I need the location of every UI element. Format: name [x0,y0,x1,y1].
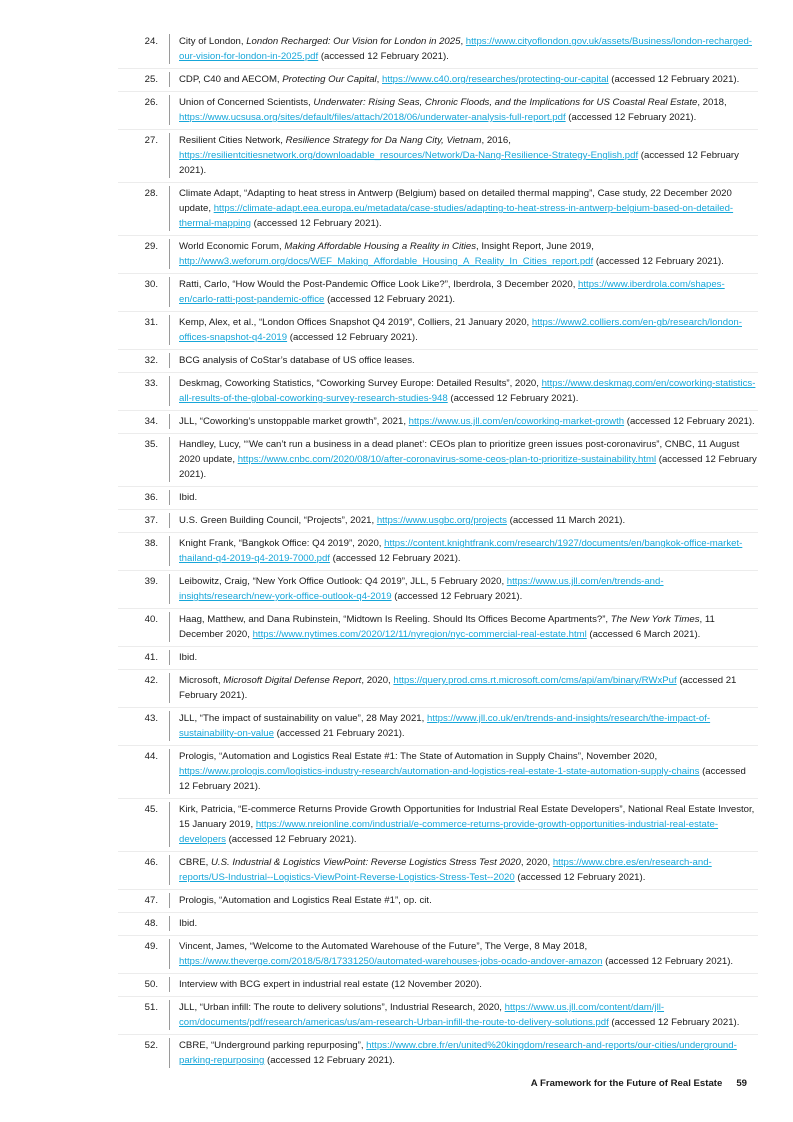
endnote-text [170,490,758,505]
endnote-segment: JLL, “Coworking’s unstoppable market growth”, 2021, [179,416,409,427]
endnote-segment: (accessed 12 February 2021). [608,74,740,85]
endnote-link[interactable]: https://www2.colliers.com/en-gb/research/london-offices-snapshot-q4-2019 [179,317,742,343]
endnote-item [118,977,758,997]
endnote-link[interactable]: https://www.us.jll.com/en/coworking-market-growth [408,416,625,427]
endnote-segment: (accessed 12 February 2021). [179,454,757,480]
endnote-segment: (accessed 12 February 2021). [329,553,461,564]
endnote-text [170,802,758,847]
endnote-text [170,749,758,794]
endnote-item [118,72,758,92]
endnote-item [118,612,758,647]
endnote-text [170,376,758,406]
endnote-title: Microsoft Digital Defense Report [223,675,362,686]
endnote-segment: , Insight Report, June 2019, [476,241,594,252]
endnote-number: 37. [118,513,170,528]
endnote-segment: Knight Frank, “Bangkok Office: Q4 2019”, 2020, [179,538,385,549]
endnote-number: 43. [118,711,170,741]
endnote-link[interactable]: https://www.cityoflondon.gov.uk/assets/Business/london-recharged-our-vision-for-london-in-2025.pdf [179,36,752,62]
endnote-segment: , [376,74,383,85]
endnote-item [118,802,758,852]
endnote-segment: (accessed 12 February 2021). [391,591,523,602]
endnote-link[interactable]: http://www3.weforum.org/docs/WEF_Making_Affordable_Housing_A_Reality_In_Cities_report.pdf [179,256,594,267]
endnote-segment: CDP, C40 and AECOM, [179,74,283,85]
endnote-number: 50. [118,977,170,992]
endnote-segment: (accessed 12 February 2021). [624,416,755,427]
endnote-title: Resilience Strategy for Da Nang City, Vietnam [285,135,482,146]
endnote-item [118,414,758,434]
endnote-number: 38. [118,536,170,566]
endnote-title: Protecting Our Capital [282,74,377,85]
endnote-number: 52. [118,1038,170,1068]
endnote-number: 49. [118,939,170,969]
endnote-segment: (accessed 12 February 2021). [179,150,739,176]
endnote-item [118,574,758,609]
endnote-text [170,574,758,604]
endnote-number: 32. [118,353,170,368]
endnote-segment: Leibowitz, Craig, “New York Office Outlook: Q4 2019”, JLL, 5 February 2020, [179,576,507,587]
endnote-segment: , 2020, [361,675,394,686]
endnote-segment: (accessed 12 February 2021). [179,766,746,792]
endnote-text [170,95,758,125]
endnote-segment: Ibid. [179,918,198,929]
endnote-text [170,513,758,528]
endnote-title: U.S. Industrial & Logistics ViewPoint: Reverse Logistics Stress Test 2020 [211,857,521,868]
endnote-text [170,673,758,703]
endnote-segment: (accessed 12 February 2021). [287,332,418,343]
endnote-segment: (accessed 12 February 2021). [514,872,646,883]
endnote-segment: (accessed 12 February 2021). [602,956,734,967]
endnote-link[interactable]: https://climate-adapt.eea.europa.eu/metadata/case-studies/adapting-to-heat-stress-in-antwerp-belgium-based-on-detailed-thermal-mapping [179,203,734,229]
endnote-segment: , 2016, [481,135,511,146]
endnote-segment: (accessed 21 February 2021). [179,675,737,701]
endnote-item [118,437,758,487]
endnote-text [170,239,758,269]
endnote-item [118,186,758,236]
endnote-link[interactable]: https://content.knightfrank.com/research/1927/documents/en/bangkok-office-market-thailand-q4-2019-q4-2019-7000.pdf [179,538,743,564]
endnote-segment: Haag, Matthew, and Dana Rubinstein, “Midtown Is Reeling. Should Its Offices Become Apartments?”, [179,614,611,625]
endnote-segment: Interview with BCG expert in industrial real estate (12 November 2020). [179,979,482,990]
endnote-segment: CBRE, [179,857,211,868]
endnote-segment: (accessed 12 February 2021). [447,393,579,404]
page-number: 59 [736,1078,747,1089]
endnote-link[interactable]: https://www.nreionline.com/industrial/e-commerce-returns-provide-growth-opportunities-industrial-real-estate-developers [179,819,719,845]
endnote-item [118,239,758,274]
endnote-segment: Microsoft, [179,675,224,686]
endnote-segment: Ratti, Carlo, “How Would the Post-Pandemic Office Look Like?”, Iberdrola, 3 December 2020, [179,279,579,290]
endnote-number: 46. [118,855,170,885]
endnote-item [118,353,758,373]
endnote-item [118,749,758,799]
endnote-text [170,939,758,969]
endnote-link[interactable]: https://www.nytimes.com/2020/12/11/nyregion/nyc-commercial-real-estate.html [252,629,587,640]
endnote-link[interactable]: https://resilientcitiesnetwork.org/downloadable_resources/Network/Da-Nang-Resilience-Strategy-English.pdf [179,150,639,161]
endnote-text [170,893,758,908]
endnote-link[interactable]: https://www.deskmag.com/en/coworking-statistics-all-results-of-the-global-coworking-survey-research-studies-948 [179,378,756,404]
endnote-number: 41. [118,650,170,665]
endnote-number: 28. [118,186,170,231]
endnote-text [170,1000,758,1030]
endnote-text [170,536,758,566]
endnote-number: 35. [118,437,170,482]
endnote-number: 48. [118,916,170,931]
endnote-segment: World Economic Forum, [179,241,285,252]
endnote-text [170,1038,758,1068]
endnote-segment: Resilient Cities Network, [179,135,286,146]
endnote-link[interactable]: https://www.theverge.com/2018/5/8/17331250/automated-warehouses-jobs-ocado-andover-amazon [179,956,603,967]
endnote-number: 39. [118,574,170,604]
endnote-number: 30. [118,277,170,307]
endnote-number: 31. [118,315,170,345]
endnote-segment: (accessed 12 February 2021). [593,256,724,267]
endnote-text [170,34,758,64]
endnote-segment: (accessed 12 February 2021). [324,294,456,305]
endnote-number: 36. [118,490,170,505]
endnote-segment: Prologis, “Automation and Logistics Real Estate #1: The State of Automation in Supply Chains”, November 2020, [179,751,658,762]
endnote-segment: U.S. Green Building Council, “Projects”, 2021, [179,515,377,526]
endnote-link[interactable]: https://www.usgbc.org/projects [376,515,507,526]
footer-title: A Framework for the Future of Real Estate [530,1078,723,1089]
endnote-segment: , [460,36,466,47]
endnote-segment: Ibid. [179,652,198,663]
endnote-number: 33. [118,376,170,406]
endnote-link[interactable]: https://www.cnbc.com/2020/08/10/after-coronavirus-some-ceos-plan-to-prioritize-sustainability.html [237,454,657,465]
endnote-segment: (accessed 11 March 2021). [506,515,626,526]
endnote-segment: (accessed 12 February 2021). [225,834,357,845]
endnote-number: 27. [118,133,170,178]
endnote-segment: Climate Adapt, “Adapting to heat stress in Antwerp (Belgium) based on detailed thermal mapping”, Case study, 22 December 2020 update, [179,188,732,214]
endnote-item [118,650,758,670]
endnote-text [170,437,758,482]
endnote-link[interactable]: https://www.iberdrola.com/shapes-en/carlo-ratti-post-pandemic-office [179,279,725,305]
endnote-item [118,536,758,571]
endnote-item [118,133,758,183]
endnote-item [118,855,758,890]
endnote-link[interactable]: https://www.cbre.es/en/research-and-reports/US-Industrial--Logistics-ViewPoint-Reverse-Logistics-Stress-Test--2020 [179,857,712,883]
endnote-title: Underwater: Rising Seas, Chronic Floods, and the Implications for US Coastal Real Estate [313,97,698,108]
endnote-item [118,1000,758,1035]
endnote-number: 25. [118,72,170,87]
endnote-segment: City of London, [179,36,247,47]
endnote-item [118,513,758,533]
endnote-number: 24. [118,34,170,64]
endnote-segment: CBRE, “Underground parking repurposing”, [179,1040,367,1051]
endnote-number: 47. [118,893,170,908]
endnote-item [118,376,758,411]
endnote-item [118,893,758,913]
endnote-segment: Vincent, James, “Welcome to the Automated Warehouse of the Future”, The Verge, 8 May 2018, [179,941,588,952]
endnote-segment: (accessed 12 February 2021). [318,51,449,62]
endnote-text [170,414,758,429]
endnote-link[interactable]: https://www.cbre.fr/en/united%20kingdom/research-and-reports/our-cities/underground-parking-repurposing [179,1040,737,1066]
endnote-segment: BCG analysis of CoStar’s database of US office leases. [179,355,415,366]
endnote-link[interactable]: https://www.us.jll.com/en/trends-and-insights/research/new-york-office-outlook-q4-2019 [179,576,664,602]
endnote-segment: JLL, “The impact of sustainability on value”, 28 May 2021, [179,713,427,724]
endnote-item [118,711,758,746]
endnote-text [170,916,758,931]
endnote-item [118,673,758,708]
endnote-item [118,490,758,510]
endnote-item [118,939,758,974]
endnote-segment: , 2020, [520,857,553,868]
endnote-item [118,34,758,69]
endnote-number: 45. [118,802,170,847]
endnote-number: 44. [118,749,170,794]
endnote-segment: , 2018, [697,97,727,108]
endnote-segment: (accessed 6 March 2021). [586,629,701,640]
endnote-segment: (accessed 12 February 2021). [565,112,697,123]
endnote-text [170,72,758,87]
endnote-text [170,711,758,741]
endnote-link[interactable]: https://www.c40.org/researches/protecting-our-capital [382,74,609,85]
endnote-segment: (accessed 21 February 2021). [273,728,405,739]
endnote-segment: Prologis, “Automation and Logistics Real Estate #1”, op. cit. [179,895,432,906]
endnote-title: Making Affordable Housing a Reality in Cities [284,241,477,252]
endnote-link[interactable]: https://query.prod.cms.rt.microsoft.com/cms/api/am/binary/RWxPuf [393,675,677,686]
page-footer [531,1078,747,1089]
endnote-text [170,186,758,231]
endnote-number: 42. [118,673,170,703]
endnote-item [118,315,758,350]
endnote-number: 51. [118,1000,170,1030]
endnote-number: 29. [118,239,170,269]
endnote-item [118,1038,758,1072]
endnote-title: London Recharged: Our Vision for London in 2025 [246,36,461,47]
endnote-segment: (accessed 12 February 2021). [264,1055,395,1066]
endnote-segment: (accessed 12 February 2021). [251,218,382,229]
endnote-segment: , 11 December 2020, [179,614,715,640]
endnote-item [118,95,758,130]
endnote-number: 40. [118,612,170,642]
endnote-segment: Deskmag, Coworking Statistics, “Coworking Survey Europe: Detailed Results”, 2020, [179,378,542,389]
endnote-link[interactable]: https://www.ucsusa.org/sites/default/files/attach/2018/06/underwater-analysis-full-report.pdf [179,112,566,123]
endnote-link[interactable]: https://www.us.jll.com/content/dam/jll-com/documents/pdf/research/americas/us/am-research-Urban-infill-the-route-to-delivery-solutions.pdf [179,1002,665,1028]
endnote-text [170,612,758,642]
endnote-segment: Kirk, Patricia, “E-commerce Returns Provide Growth Opportunities for Industrial Real Estate Developers”, National Real Estate Investor, 15 January 2019, [179,804,755,830]
endnote-number: 26. [118,95,170,125]
endnote-segment: Union of Concerned Scientists, [179,97,314,108]
endnote-text [170,353,758,368]
endnote-text [170,650,758,665]
endnote-text [170,133,758,178]
endnote-item [118,277,758,312]
endnote-item [118,916,758,936]
endnote-segment: JLL, “Urban infill: The route to delivery solutions”, Industrial Research, 2020, [179,1002,505,1013]
endnote-text [170,315,758,345]
endnote-segment: Kemp, Alex, et al., “London Offices Snapshot Q4 2019”, Colliers, 21 January 2020, [179,317,532,328]
endnote-segment: Handley, Lucy, “‘We can’t run a business in a dead planet’: CEOs plan to prioritize green issues post-coronavirus”, CNBC, 11 August 2020 update, [179,439,740,465]
endnote-segment: Ibid. [179,492,198,503]
endnote-link[interactable]: https://www.prologis.com/logistics-industry-research/automation-and-logistics-real-estate-1-state-automation-supply-chains [179,766,700,777]
endnote-text [170,977,758,992]
endnote-link[interactable]: https://www.jll.co.uk/en/trends-and-insights/research/the-impact-of-sustainability-on-value [179,713,711,739]
endnote-number: 34. [118,414,170,429]
endnotes-list [118,34,758,1075]
endnote-title: The New York Times [610,614,700,625]
endnote-text [170,855,758,885]
endnote-segment: (accessed 12 February 2021). [608,1017,740,1028]
endnote-text [170,277,758,307]
